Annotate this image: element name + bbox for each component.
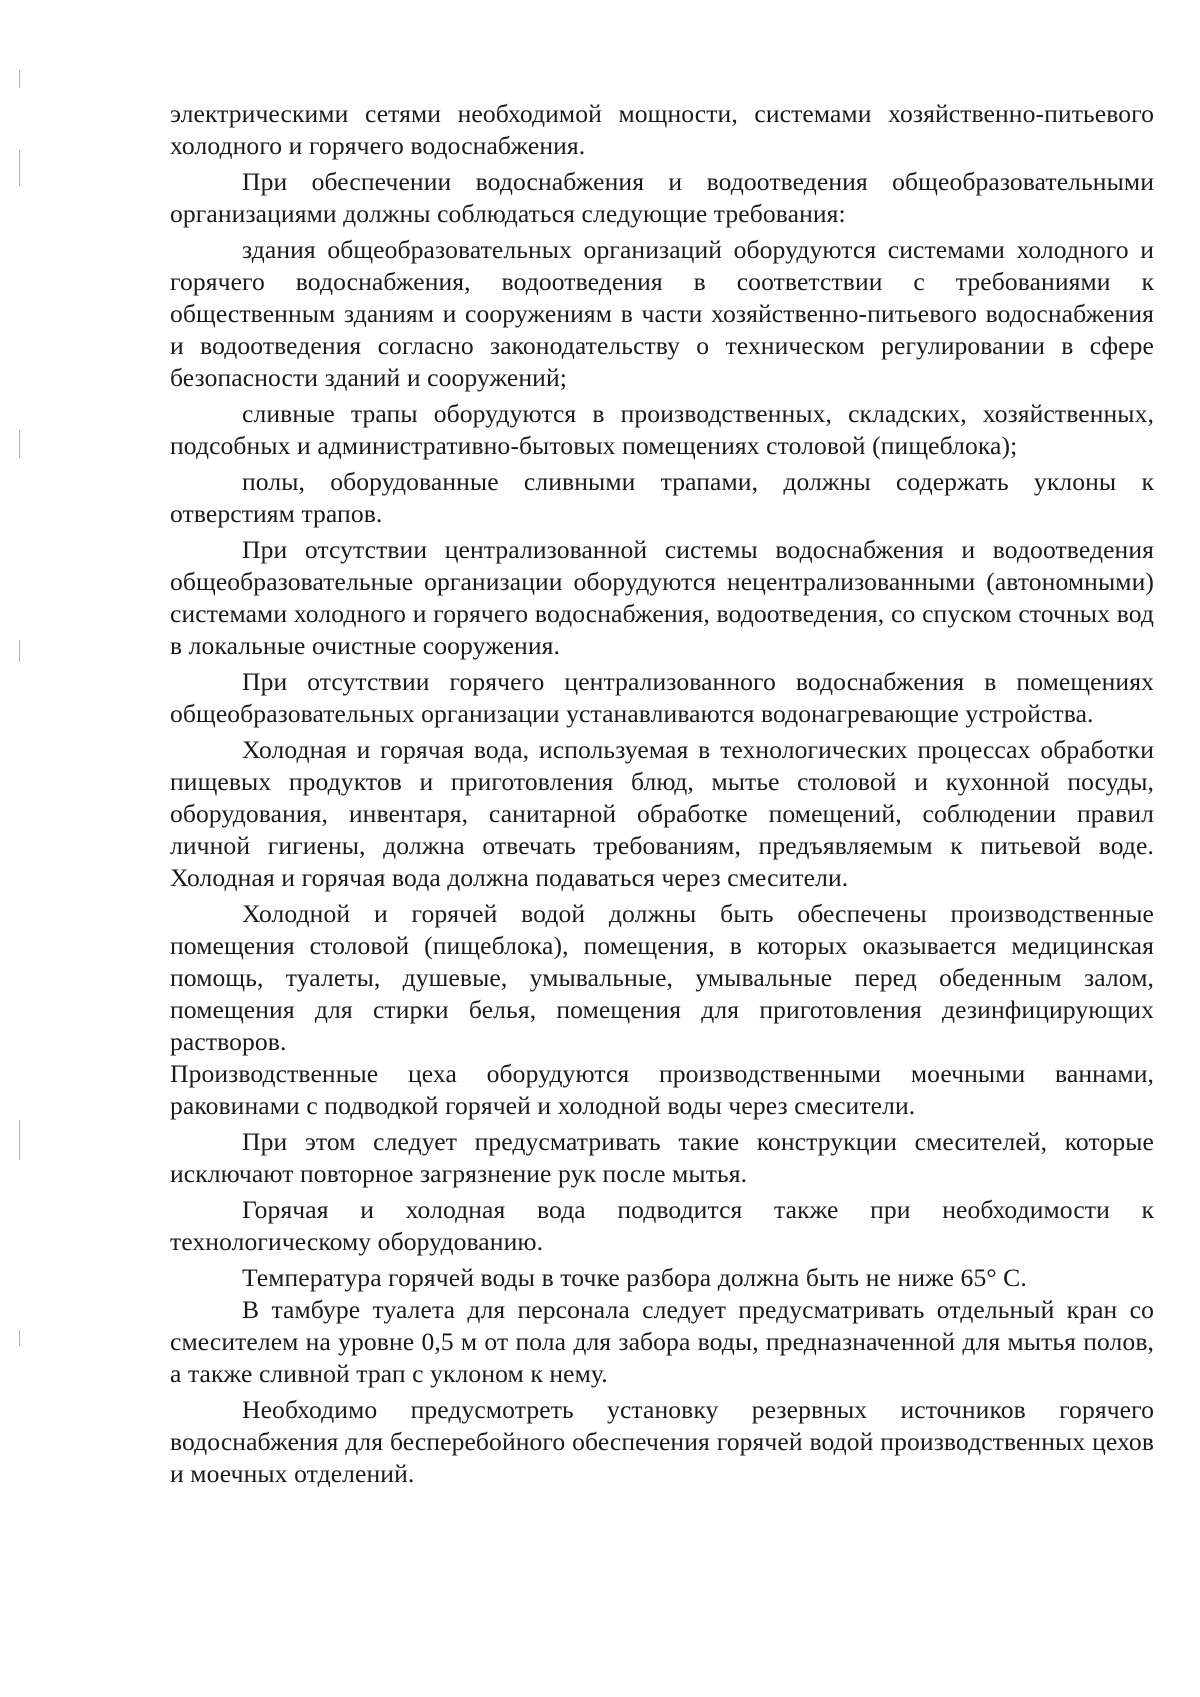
scan-margin-mark — [19, 430, 20, 458]
paragraph: Холодная и горячая вода, используемая в технологических процессах обработки пищевых продуктов и приготовления блюд, мытье столовой и кухонной посуды, оборудования, инвентаря, санитарной обработке помещений, соблюдении правил личной гигиены, должна отвечать требованиям, предъявляемым к питьевой воде. Холодная и горячая вода должна подаваться через смесители. — [170, 735, 1154, 892]
paragraph: Температура горячей воды в точке разбора должна быть не ниже 65° С. — [242, 1263, 1027, 1292]
scan-margin-mark — [19, 70, 20, 88]
paragraph: При этом следует предусматривать такие конструкции смесителей, которые исключают повторное загрязнение рук после мытья. — [170, 1127, 1154, 1188]
paragraph: Необходимо предусмотреть установку резервных источников горячего водоснабжения для бесперебойного обеспечения горячей водой производственных цехов и моечных отделений. — [170, 1395, 1154, 1488]
paragraph: Холодной и горячей водой должны быть обеспечены производственные помещения столовой (пищеблока), помещения, в которых оказывается медицинская помощь, туалеты, душевые, умывальные, умывальные перед обеденным залом, помещения для стирки белья, помещения для приготовления дезинфицирующих растворов. — [170, 899, 1154, 1056]
paragraph: В тамбуре туалета для персонала следует предусматривать отдельный кран со смесителем на уровне 0,5 м от пола для забора воды, предназначенной для мытья полов, а также сливной трап с уклоном к нему. — [170, 1295, 1154, 1388]
document-body — [170, 98, 1154, 1490]
paragraph: При отсутствии горячего централизованного водоснабжения в помещениях общеобразовательных организации устанавливаются водонагревающие устройства. — [170, 667, 1154, 728]
paragraph: Горячая и холодная вода подводится также при необходимости к технологическому оборудованию. — [170, 1195, 1154, 1256]
scan-margin-mark — [19, 640, 20, 662]
paragraph: При отсутствии централизованной системы водоснабжения и водоотведения общеобразовательные организации оборудуются нецентрализованными (автономными) системами холодного и горячего водоснабжения, водоотведения, со спуском сточных вод в локальные очистные сооружения. — [170, 535, 1154, 660]
scan-margin-mark — [19, 150, 20, 186]
paragraph: электрическими сетями необходимой мощности, системами хозяйственно-питьевого холодного и горячего водоснабжения. — [170, 99, 1154, 160]
paragraph: При обеспечении водоснабжения и водоотведения общеобразовательными организациями должны соблюдаться следующие требования: — [170, 167, 1154, 228]
paragraph: полы, оборудованные сливными трапами, должны содержать уклоны к отверстиям трапов. — [170, 467, 1154, 528]
paragraph: здания общеобразовательных организаций оборудуются системами холодного и горячего водоснабжения, водоотведения в соответствии с требованиями к общественным зданиям и сооружениям в части хозяйственно-питьевого водоснабжения и водоотведения согласно законодательству о техническом регулировании в сфере безопасности зданий и сооружений; — [170, 235, 1154, 392]
scan-margin-mark — [19, 1330, 20, 1346]
scan-margin-mark — [19, 1120, 20, 1160]
paragraph: Производственные цеха оборудуются производственными моечными ваннами, раковинами с подводкой горячей и холодной воды через смесители. — [170, 1059, 1154, 1120]
paragraph: сливные трапы оборудуются в производственных, складских, хозяйственных, подсобных и административно-бытовых помещениях столовой (пищеблока); — [170, 399, 1154, 460]
